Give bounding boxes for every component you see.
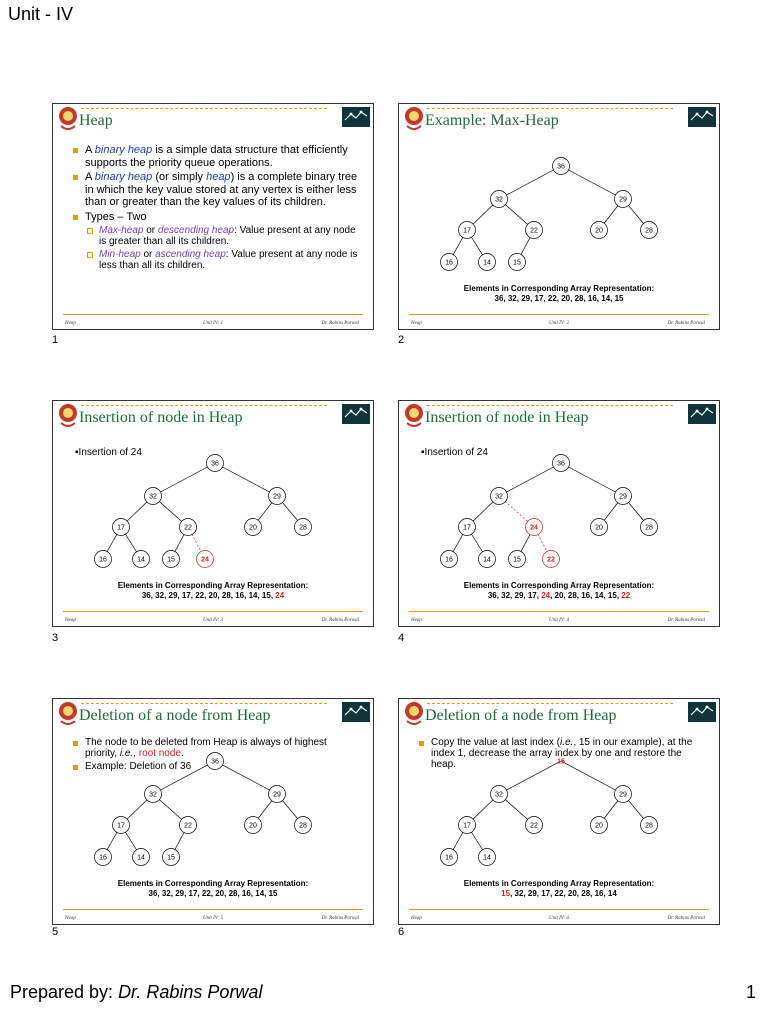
tree-edge (499, 761, 561, 794)
slide-number: 5 (52, 926, 59, 938)
array-representation (53, 581, 373, 601)
tree-node-value: 15 (167, 556, 175, 564)
tree-node-value: 16 (99, 556, 107, 564)
tree-edge (215, 761, 277, 794)
term: Max-heap (99, 225, 144, 236)
tree-node (591, 222, 608, 239)
tree-edge (561, 166, 623, 199)
insertion-label: ▪Insertion of 24 (75, 447, 142, 458)
tree-node-value: 14 (137, 556, 145, 564)
tree-node-value: 29 (619, 196, 627, 204)
tree-node-value: 15 (513, 556, 521, 564)
text: Copy the value at last index ( (431, 737, 560, 748)
tree-node (591, 817, 608, 834)
tree-node (441, 551, 458, 568)
tree-node (479, 849, 496, 866)
tree-edge (153, 761, 215, 794)
array-values: 36, 32, 29, 17, (487, 591, 542, 600)
tree-node-value: 16 (445, 259, 453, 267)
text: (or simply (152, 171, 207, 183)
bullet-item: Example: Deletion of 36 (71, 761, 253, 772)
slide-footer-left: Heap (65, 916, 76, 921)
array-representation (53, 879, 373, 899)
insertion-label: ▪Insertion of 24 (421, 447, 488, 458)
tree-node-value: 17 (463, 524, 471, 532)
tree-edge (561, 463, 623, 496)
footer-rule (63, 909, 363, 910)
slide-number: 4 (398, 632, 405, 644)
array-swapped-value: 24 (541, 591, 551, 600)
tree-node-value: 14 (483, 556, 491, 564)
slide-footer-right: Dr. Rabins Porwal (667, 916, 705, 921)
tree-node (295, 519, 312, 536)
tree-node (95, 551, 112, 568)
tree-node-value: 29 (619, 493, 627, 501)
tree-node-value: 15 (557, 758, 565, 766)
tree-edge (499, 166, 561, 199)
slide-title: Example: Max-Heap (425, 112, 559, 129)
tree-node-value: 14 (137, 854, 145, 862)
text: . (181, 748, 184, 759)
tree-node (459, 519, 476, 536)
tree-node-value: 17 (463, 822, 471, 830)
tree-node (641, 519, 658, 536)
tree-node-value: 22 (530, 227, 538, 235)
tree-node (479, 254, 496, 271)
footer-rule (63, 314, 363, 315)
text: A (85, 144, 95, 156)
slide-number: 3 (52, 632, 59, 644)
tree-node-value: 32 (495, 791, 503, 799)
tree-node (245, 519, 262, 536)
tree-node (245, 817, 262, 834)
tree-node (197, 551, 214, 568)
document-page-number: 1 (745, 982, 756, 1002)
slide-number: 1 (52, 334, 59, 346)
tree-node (491, 488, 508, 505)
term: binary heap (94, 171, 153, 183)
tree-node (459, 817, 476, 834)
document-footer-prepared (10, 982, 262, 1003)
tree-node (295, 817, 312, 834)
tree-node-value: 14 (483, 854, 491, 862)
tree-node (526, 519, 543, 536)
tree-node (591, 519, 608, 536)
text: A (85, 171, 95, 183)
tree-node-value: 16 (99, 854, 107, 862)
tree-node (615, 488, 632, 505)
highlight: root node (138, 748, 181, 759)
array-label: Elements in Corresponding Array Representation: (463, 879, 655, 888)
tree-node (491, 786, 508, 803)
tree-node (441, 254, 458, 271)
slide-footer-center: Unit IV: 5 (203, 916, 223, 921)
array-moved-value: 15 (501, 889, 511, 898)
tree-node (207, 753, 224, 770)
footer-rule (409, 314, 709, 315)
tree-node (145, 488, 162, 505)
tree-node-value: 22 (547, 556, 555, 564)
author-name: Dr. Rabins Porwal (118, 982, 263, 1002)
text: , (133, 748, 139, 759)
slide-footer-center: Unit IV: 4 (549, 618, 569, 623)
text: or (143, 225, 158, 236)
tree-node (479, 551, 496, 568)
slide-footer-left: Heap (65, 321, 76, 326)
tree-node (163, 551, 180, 568)
tree-node (113, 519, 130, 536)
text: ) is a complete binary tree in which the key value stored at any vertex is either less than or greater than the key values of its children. (85, 171, 358, 208)
slide-title: Heap (79, 112, 113, 129)
tree-node (526, 222, 543, 239)
term: Min-heap (99, 249, 141, 260)
tree-node (615, 191, 632, 208)
footer-rule (409, 909, 709, 910)
university-logo-icon (57, 106, 79, 132)
slide-footer-left: Heap (65, 618, 76, 623)
text: i.e. (559, 737, 574, 748)
tree-node-value: 28 (299, 524, 307, 532)
slide-title: Insertion of node in Heap (79, 409, 243, 426)
array-new-value: 24 (275, 591, 285, 600)
prepared-label: Prepared by: (10, 982, 119, 1002)
slide-footer-right: Dr. Rabins Porwal (321, 916, 359, 921)
accent-line (81, 108, 327, 109)
slide-footer-right: Dr. Rabins Porwal (321, 618, 359, 623)
tree-node-value: 20 (249, 822, 257, 830)
tree-node-value: 29 (273, 791, 281, 799)
tree-node (557, 759, 565, 766)
array-representation (399, 581, 719, 601)
tree-node-value: 24 (530, 524, 538, 532)
slide-footer-center: Unit IV: 6 (549, 916, 569, 921)
tree-node (509, 254, 526, 271)
tree-node-value: 17 (117, 524, 125, 532)
tree-edge (499, 463, 561, 496)
tree-node-value: 32 (495, 196, 503, 204)
tree-node (269, 488, 286, 505)
array-label: Elements in Corresponding Array Representation: (463, 581, 655, 590)
tree-edge (561, 761, 623, 794)
bullet-item (71, 144, 361, 169)
slide-title: Deletion of a node from Heap (425, 707, 617, 724)
tree-node-value: 20 (595, 227, 603, 235)
array-representation (399, 879, 719, 899)
tree-node (163, 849, 180, 866)
term: ascending heap (155, 249, 226, 260)
slide-number: 2 (398, 334, 405, 346)
tree-node (180, 519, 197, 536)
tree-node (553, 158, 570, 175)
tree-node-value: 17 (117, 822, 125, 830)
tree-node-value: 29 (619, 791, 627, 799)
slide-6 (398, 698, 720, 925)
array-values: , 32, 29, 17, 22, 20, 28, 16, 14 (510, 889, 617, 898)
tree-node-value: 29 (273, 493, 281, 501)
array-values: 36, 32, 29, 17, 22, 20, 28, 16, 14, 15 (494, 294, 624, 303)
tree-node-value: 15 (513, 259, 521, 267)
slide-footer-left: Heap (411, 618, 422, 623)
slide-number: 6 (398, 926, 405, 938)
text: is a simple data structure that efficiently supports the priority queue operations. (85, 144, 348, 169)
tree-node-value: 36 (557, 460, 565, 468)
tree-node-value: 20 (595, 822, 603, 830)
slide-footer-left: Heap (411, 916, 422, 921)
tree-node (133, 849, 150, 866)
tree-node (459, 222, 476, 239)
tree-edge (215, 463, 277, 496)
tree-node (145, 786, 162, 803)
tree-node (113, 817, 130, 834)
slide-footer-right: Dr. Rabins Porwal (321, 321, 359, 326)
tree-node (95, 849, 112, 866)
tree-node (553, 455, 570, 472)
bullet-item (71, 171, 361, 209)
array-label: Elements in Corresponding Array Representation: (463, 284, 655, 293)
sub-bullet-item (71, 249, 361, 271)
array-values: , 20, 28, 16, 14, 15, (550, 591, 622, 600)
tree-node (509, 551, 526, 568)
tree-node-value: 28 (645, 524, 653, 532)
tree-node (441, 849, 458, 866)
text: The node to be deleted from Heap is always of highest priority, (85, 737, 327, 759)
array-swapped-value: 22 (621, 591, 631, 600)
tree-node (180, 817, 197, 834)
tree-node (133, 551, 150, 568)
array-values: 36, 32, 29, 17, 22, 20, 28, 16, 14, 15 (148, 889, 278, 898)
tree-node (207, 455, 224, 472)
tree-node-value: 22 (184, 524, 192, 532)
array-values: 36, 32, 29, 17, 22, 20, 28, 16, 14, 15, (141, 591, 276, 600)
tree-node (543, 551, 560, 568)
tree-node-value: 32 (149, 791, 157, 799)
tree-node-value: 20 (595, 524, 603, 532)
tree-node-value: 24 (201, 556, 209, 564)
term: heap (206, 171, 231, 183)
slide-title: Deletion of a node from Heap (79, 707, 271, 724)
tree-edge (153, 463, 215, 496)
slide-3 (52, 400, 374, 627)
document-header: Unit - IV (8, 4, 74, 24)
heap-logo-badge-icon (342, 107, 370, 127)
sub-bullet-item (71, 225, 361, 247)
text: : Value present at any node is less than all its children. (99, 249, 358, 271)
slide-footer-center: Unit IV: 2 (549, 321, 569, 326)
slide-title: Insertion of node in Heap (425, 409, 589, 426)
tree-node-value: 36 (211, 758, 219, 766)
slide-body (71, 144, 361, 273)
tree-node-value: 32 (495, 493, 503, 501)
text: i.e. (119, 748, 134, 759)
tree-node-value: 16 (445, 854, 453, 862)
slide-footer-right: Dr. Rabins Porwal (667, 618, 705, 623)
footer-rule (63, 611, 363, 612)
tree-node (615, 786, 632, 803)
text: or (140, 249, 156, 260)
tree-node-value: 16 (445, 556, 453, 564)
tree-node-value: 22 (184, 822, 192, 830)
tree-node-value: 14 (483, 259, 491, 267)
tree-node-value: 36 (211, 460, 219, 468)
text: : Value present at any node is greater than all its children. (99, 225, 356, 247)
tree-node-value: 36 (557, 163, 565, 171)
tree-node-value: 28 (645, 822, 653, 830)
term: descending heap (157, 225, 235, 236)
tree-node (526, 817, 543, 834)
tree-node-value: 17 (463, 227, 471, 235)
slide-2 (398, 103, 720, 330)
tree-node (641, 817, 658, 834)
tree-node (641, 222, 658, 239)
slide-1 (52, 103, 374, 330)
array-label: Elements in Corresponding Array Representation: (117, 879, 309, 888)
slide-footer-right: Dr. Rabins Porwal (667, 321, 705, 326)
footer-rule (409, 611, 709, 612)
tree-node (491, 191, 508, 208)
array-label: Elements in Corresponding Array Representation: (117, 581, 309, 590)
slide-footer-center: Unit IV: 1 (203, 321, 223, 326)
tree-node (269, 786, 286, 803)
tree-node-value: 28 (299, 822, 307, 830)
tree-node-value: 28 (645, 227, 653, 235)
bullet-item: Types – Two (71, 211, 361, 224)
slide-4 (398, 400, 720, 627)
array-representation (399, 284, 719, 304)
tree-node-value: 20 (249, 524, 257, 532)
tree-node-value: 15 (167, 854, 175, 862)
term: binary heap (94, 144, 153, 156)
slide-5 (52, 698, 374, 925)
text: , 15 in our example), at the index 1, decrease the array index by one and restore the heap. (431, 737, 693, 770)
tree-node-value: 32 (149, 493, 157, 501)
slide-footer-center: Unit IV: 3 (203, 618, 223, 623)
tree-node-value: 22 (530, 822, 538, 830)
slide-footer-left: Heap (411, 321, 422, 326)
